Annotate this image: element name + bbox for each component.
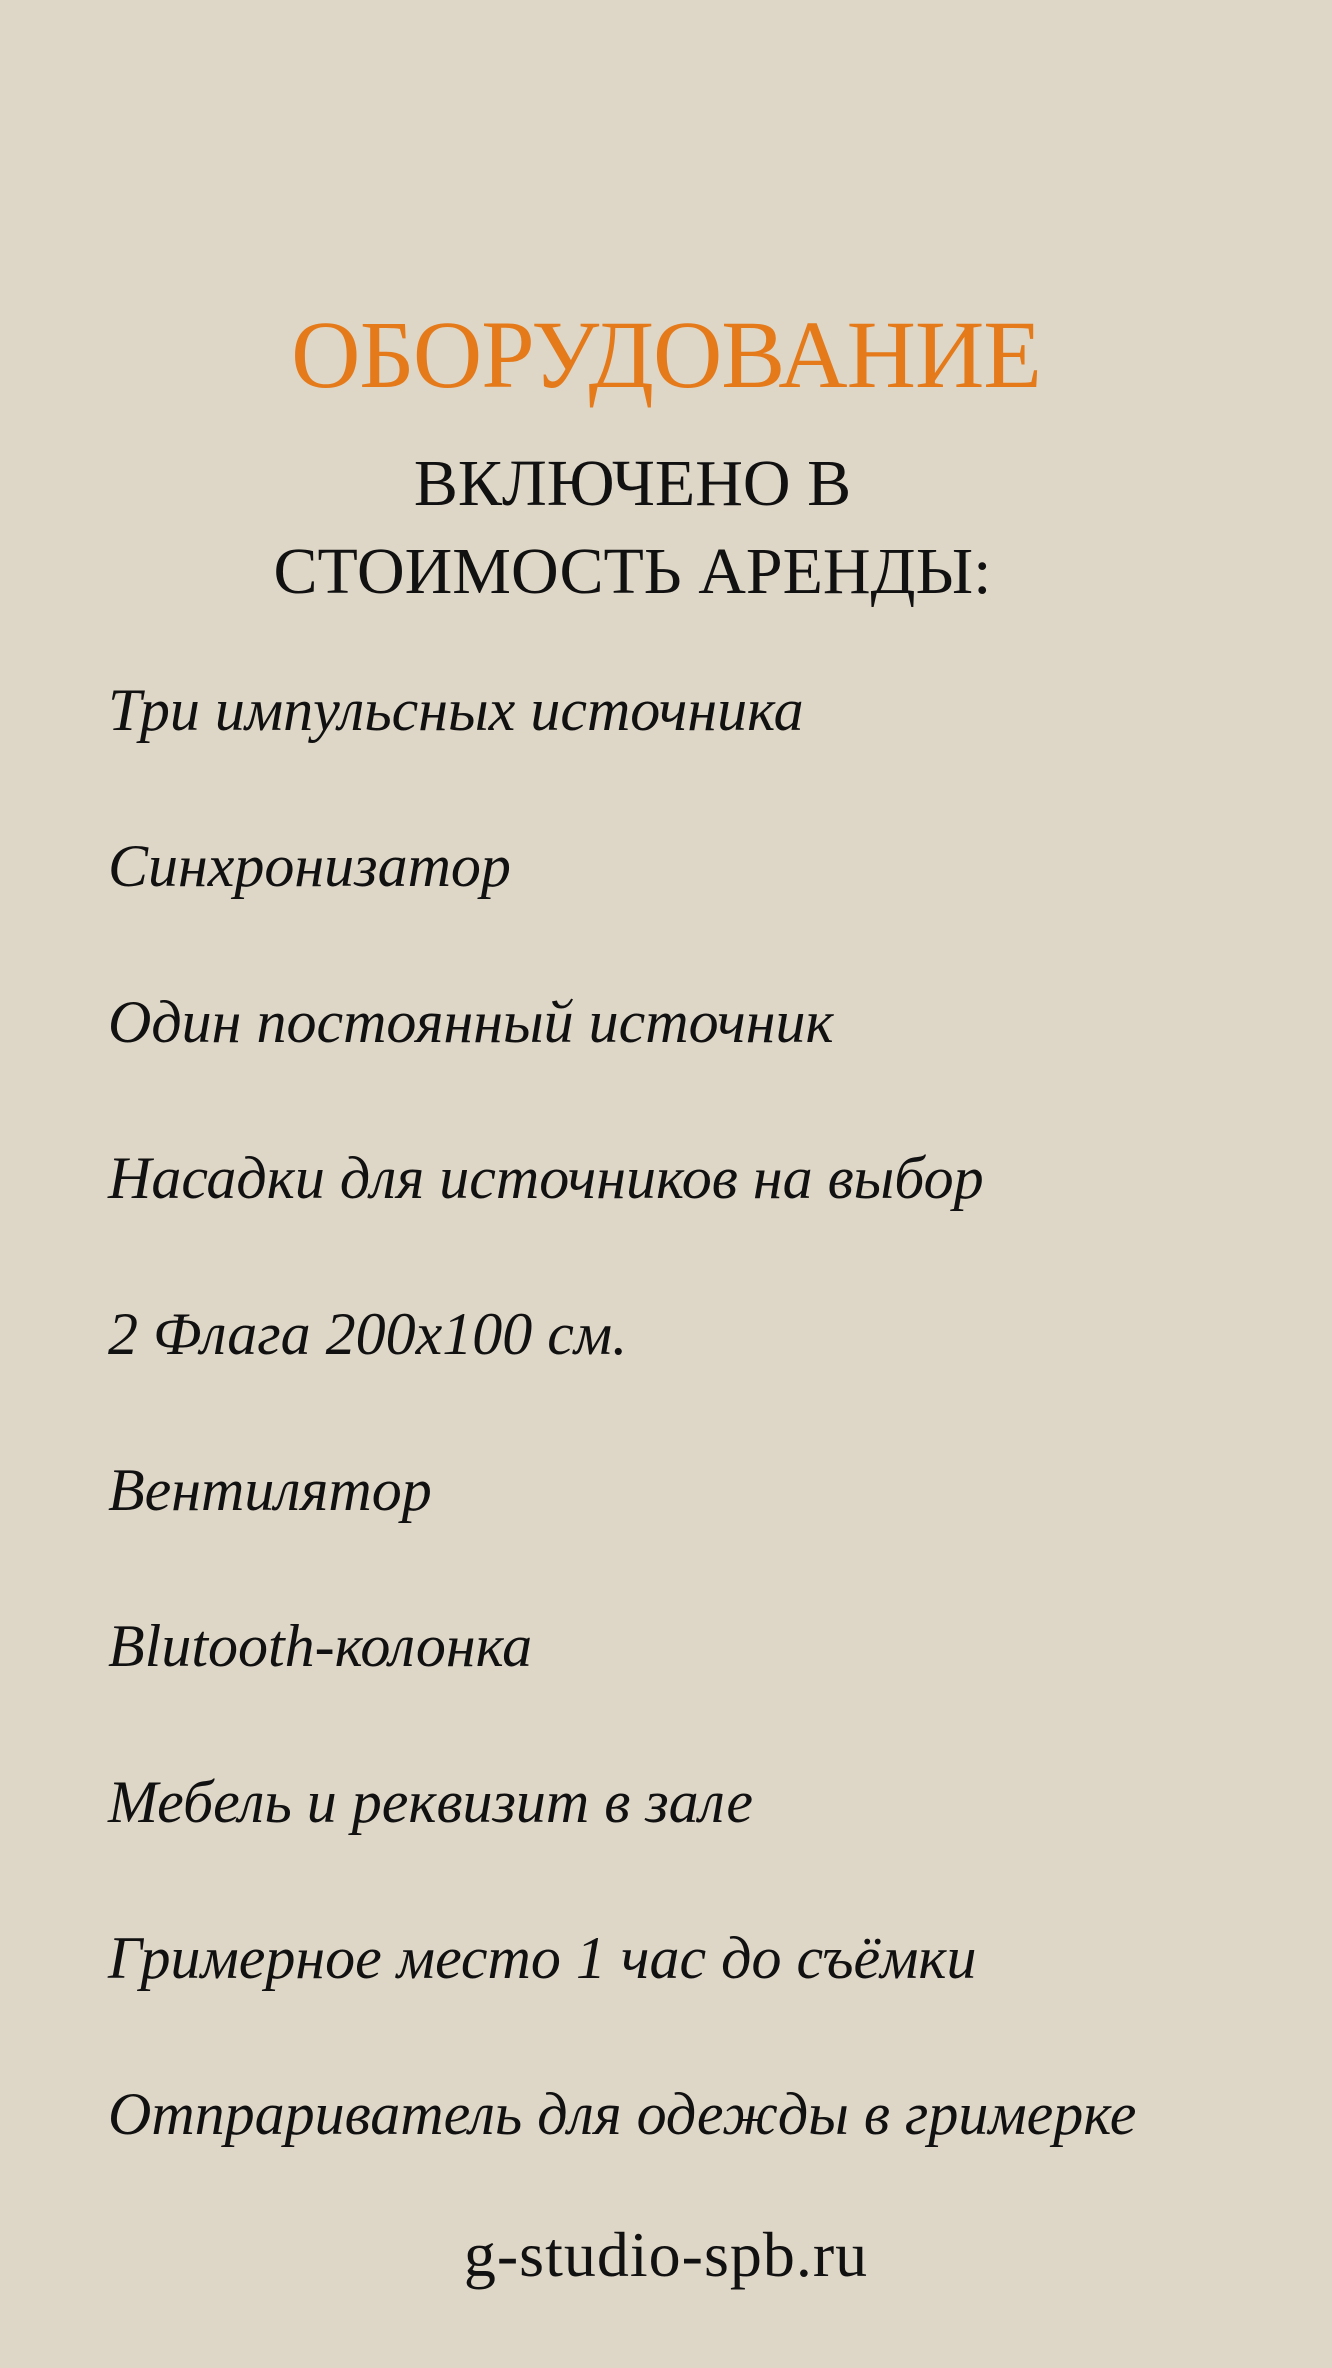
subtitle-line-2: СТОИМОСТЬ АРЕНДЫ: [273,535,992,608]
list-item: Один постоянный источник [108,989,834,1055]
website-url: g-studio-spb.ru [463,2219,869,2290]
list-item: Отпрариватель для одежды в гримерке [108,2081,1137,2147]
list-item: Гримерное место 1 час до съёмки [108,1925,977,1991]
list-item: Три импульсных источника [108,677,804,743]
list-item: Blutooth-колонка [108,1613,533,1679]
list-item: Синхронизатор [108,833,511,899]
page-subtitle [0,440,1265,616]
list-item: Мебель и реквизит в зале [108,1769,753,1835]
list-item: Насадки для источников на выбор [108,1145,984,1211]
page-title: ОБОРУДОВАНИЕ [291,301,1041,408]
equipment-list [108,660,1136,2220]
subtitle-line-1: ВКЛЮЧЕНО В [413,447,852,520]
list-item: Вентилятор [108,1457,432,1523]
list-item: 2 Флага 200х100 см. [108,1301,628,1367]
